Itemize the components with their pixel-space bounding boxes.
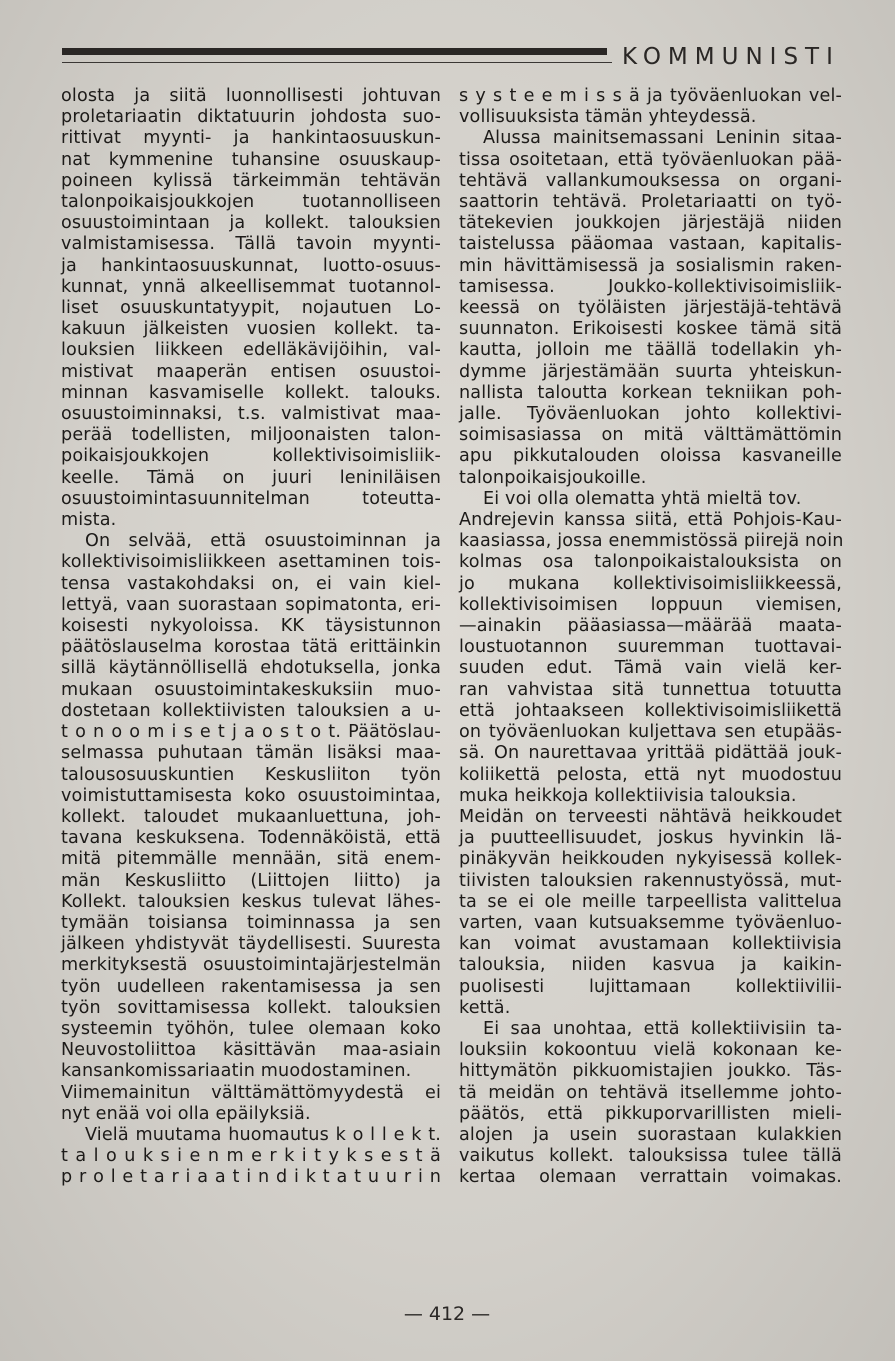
left-column-line: kansankomissariaatin muodostaminen. <box>61 1061 412 1082</box>
right-column-line: puolisesti lujittamaan kollektiivilii- <box>459 976 842 997</box>
right-column-line: että johtaakseen kollektivisoimisliikettä <box>459 700 842 721</box>
right-column-line: tiivisten talouksien rakennustyössä, mut- <box>459 870 842 891</box>
left-column-line: osuustoimintasuunnitelman toteutta- <box>61 488 441 509</box>
right-column-line: kaasiassa, jossa enemmistössä piirejä noin <box>459 531 844 552</box>
left-column-line: rittivat myynti- ja hankintaosuuskun- <box>61 128 441 149</box>
right-column-line: kettä. <box>459 997 511 1018</box>
left-column-line: mitä pitemmälle mennään, sitä enem- <box>61 849 441 870</box>
right-column-line: Meidän on terveesti nähtävä heikkoudet <box>459 806 842 827</box>
right-column-line: talouksia, niiden kasvua ja kaikin- <box>459 955 842 976</box>
left-column-line: On selvää, että osuustoiminnan ja <box>85 531 441 552</box>
left-column-line: Kollekt. talouksien keskus tulevat lähes- <box>61 891 441 912</box>
left-column-line: osuustoiminnaksi, t.s. valmistivat maa- <box>61 404 441 425</box>
right-column-line: alojen ja usein suorastaan kulakkien <box>459 1124 842 1145</box>
left-column-line: mukaan osuustoimintakeskuksiin muo- <box>61 679 441 700</box>
right-column <box>459 86 842 1189</box>
right-column-line: kautta, jolloin me täällä todellakin yh- <box>459 340 842 361</box>
left-column-line: proletariaatin diktatuurin johdosta suo- <box>61 107 441 128</box>
right-column-line: soimisasiassa on mitä välttämättömin <box>459 425 842 446</box>
right-column-line: apu pikkutalouden oloissa kasvaneille <box>459 446 842 467</box>
right-column-line: sä. On naurettavaa yrittää pidättää jouk- <box>459 743 842 764</box>
right-column-line: ja puutteellisuudet, joskus hyvinkin lä- <box>459 828 842 849</box>
right-column-line: talonpoikaisjoukoille. <box>459 467 647 488</box>
right-column-line: s y s t e e m i s s ä ja työväenluokan vel- <box>459 86 842 106</box>
left-column-line: talousosuuskuntien Keskusliiton työn <box>61 764 441 785</box>
left-column-line: mista. <box>61 510 117 531</box>
left-column-line: työn sovittamisessa kollekt. talouksien <box>61 997 441 1018</box>
right-column-line: kertaa olemaan verrattain voimakas. <box>459 1167 842 1188</box>
page-number: — 412 — <box>403 1303 491 1325</box>
right-column-line: kollektivisoimisen loppuun viemisen, <box>459 594 842 615</box>
right-column-line: muka heikkoja kollektiivisia talouksia. <box>459 785 797 806</box>
left-column-line: män Keskusliitto (Liittojen liitto) ja <box>61 870 441 891</box>
left-column-line: tavana keskuksena. Todennäköistä, että <box>61 828 441 849</box>
left-column-line: koisesti nykyoloissa. KK täysistunnon <box>61 616 441 637</box>
left-column-line: voimistuttamisesta koko osuustoimintaa, <box>61 785 441 806</box>
left-column-line: talonpoikaisjoukkojen tuotannolliseen <box>61 192 441 213</box>
left-column-line: kunnat, ynnä alkeellisemmat tuotannol- <box>61 276 441 297</box>
right-column-line: päätös, että pikkuporvarillisten mieli- <box>459 1103 842 1124</box>
left-column-line: minnan kasvamiselle kollekt. talouks. <box>61 382 441 403</box>
right-column-line: keessä on työläisten järjestäjä-tehtävä <box>459 298 842 319</box>
left-column-line: poikaisjoukkojen kollektivisoimisliik- <box>61 446 441 467</box>
right-column-line: Ei voi olla olematta yhtä mieltä tov. <box>483 488 802 509</box>
right-column-line: tamisessa. Joukko-kollektivisoimisliik- <box>459 276 842 297</box>
right-column-line: —ainakin pääasiassa—määrää maata- <box>459 616 842 637</box>
right-column-line: koliikettä pelosta, että nyt muodostuu <box>459 764 842 785</box>
right-column-line: Alussa mainitsemassani Leninin sitaa- <box>483 128 842 149</box>
left-column-line: kakuun jälkeisten vuosien kollekt. ta- <box>61 319 441 340</box>
right-column-line: min hävittämisessä ja sosialismin raken- <box>459 255 842 276</box>
right-column-line: suunnaton. Erikoisesti koskee tämä sitä <box>459 319 842 340</box>
right-column-line: tehtävä vallankumouksessa on organi- <box>459 170 842 191</box>
left-column-line: osuustoimintaan ja kollekt. talouksien <box>61 213 441 234</box>
right-column-line: pinäkyvän heikkouden nykyisessä kollek- <box>459 849 842 870</box>
left-column-line: kollekt. taloudet mukaanluettuna, joh- <box>61 806 441 827</box>
right-column-line: hittymätön pikkuomistajien joukko. Täs- <box>459 1061 842 1082</box>
left-column-line: tymään toisiansa toiminnassa ja sen <box>61 912 441 933</box>
left-column-line: merkityksestä osuustoimintajärjestelmän <box>61 955 441 976</box>
left-column-line: p r o l e t a r i a a t i n d i k t a t u u r i n <box>61 1167 441 1188</box>
left-column-line: valmistamisessa. Tällä tavoin myynti- <box>61 234 441 255</box>
right-column-line: saattorin tehtävä. Proletariaatti on työ- <box>459 192 842 213</box>
left-column-line: jälkeen yhdistyvät täydellisesti. Suuresta <box>61 934 441 955</box>
left-column-line: liset osuuskuntatyypit, nojautuen Lo- <box>61 298 441 319</box>
left-column-line: lettyä, vaan suorastaan sopimatonta, eri- <box>61 594 441 615</box>
right-column-line: Ei saa unohtaa, että kollektiivisiin ta- <box>483 1018 842 1039</box>
right-column-line: suuden edut. Tämä vain vielä ker- <box>459 658 842 679</box>
header-rule <box>62 48 607 55</box>
left-column-line: olosta ja siitä luonnollisesti johtuvan <box>61 86 441 106</box>
left-column-line: poineen kylissä tärkeimmän tehtävän <box>61 170 441 191</box>
right-column-line: vaikutus kollekt. talouksissa tulee tällä <box>459 1146 842 1167</box>
right-column-line: kolmas osa talonpoikaistalouksista on <box>459 552 842 573</box>
left-column-line: ja hankintaosuuskunnat, luotto-osuus- <box>61 255 441 276</box>
right-column-line: ta se ei ole meille tarpeellista valittelua <box>459 891 842 912</box>
left-column <box>61 86 441 1189</box>
left-column-line: nat kymmenine tuhansine osuuskaup- <box>61 149 441 170</box>
right-column-line: tissa osoitetaan, että työväenluokan pää- <box>459 149 842 170</box>
left-column-line: mistivat maaperän entisen osuustoi- <box>61 361 441 382</box>
left-column-line: t o n o o m i s e t j a o s t o t. Päätöslau- <box>61 722 441 743</box>
left-column-line: työn uudelleen rakentamisessa ja sen <box>61 976 441 997</box>
right-column-line: vollisuuksista tämän yhteydessä. <box>459 107 757 128</box>
left-column-line: sillä käytännöllisellä ehdotuksella, jonka <box>61 658 441 679</box>
left-column-line: t a l o u k s i e n m e r k i t y k s e s t ä <box>61 1146 441 1167</box>
right-column-line: kan voimat avustamaan kollektiivisia <box>459 934 842 955</box>
right-column-line: taistelussa pääomaa vastaan, kapitalis- <box>459 234 842 255</box>
right-column-line: tätekevien joukkojen järjestäjä niiden <box>459 213 842 234</box>
right-column-line: nallista taloutta korkean tekniikan poh- <box>459 382 842 403</box>
right-column-line: Andrejevin kanssa siitä, että Pohjois-Kau- <box>459 510 842 531</box>
right-column-line: on työväenluokan kuljettava sen etupääs- <box>459 722 842 743</box>
right-column-line: dymme järjestämään suurta yhteiskun- <box>459 361 842 382</box>
left-column-line: nyt enää voi olla epäilyksiä. <box>61 1103 311 1124</box>
left-column-line: tensa vastakohdaksi on, ei vain kiel- <box>61 573 441 594</box>
left-column-line: perää todellisten, miljoonaisten talon- <box>61 425 441 446</box>
left-column-line: päätöslauselma korostaa tätä erittäinkin <box>61 637 441 658</box>
left-column-line: dostetaan kollektiivisten talouksien a u- <box>61 700 441 721</box>
left-column-line: Neuvostoliittoa käsittävän maa-asiain <box>61 1040 441 1061</box>
left-column-line: selmassa puhutaan tämän lisäksi maa- <box>61 743 441 764</box>
right-column-line: jo mukana kollektivisoimisliikkeessä, <box>459 573 842 594</box>
right-column-line: ran vahvistaa sitä tunnettua totuutta <box>459 679 842 700</box>
running-title: KOMMUNISTI <box>622 44 840 70</box>
left-column-line: louksien liikkeen edelläkävijöihin, val- <box>61 340 441 361</box>
left-column-line: kollektivisoimisliikkeen asettaminen tois- <box>61 552 441 573</box>
header-rule-thin <box>62 62 612 63</box>
right-column-line: jalle. Työväenluokan johto kollektivi- <box>459 404 842 425</box>
left-column-line: Viimemainitun välttämättömyydestä ei <box>61 1082 441 1103</box>
right-column-line: tä meidän on tehtävä itsellemme johto- <box>459 1082 842 1103</box>
right-column-line: loustuotannon suuremman tuottavai- <box>459 637 842 658</box>
left-column-line: Vielä muutama huomautus k o l l e k t. <box>85 1124 441 1145</box>
left-column-line: systeemin työhön, tulee olemaan koko <box>61 1018 441 1039</box>
right-column-line: varten, vaan kutsuaksemme työväenluo- <box>459 912 842 933</box>
left-column-line: keelle. Tämä on juuri leniniläisen <box>61 467 441 488</box>
right-column-line: louksiin kokoontuu vielä kokonaan ke- <box>459 1040 842 1061</box>
